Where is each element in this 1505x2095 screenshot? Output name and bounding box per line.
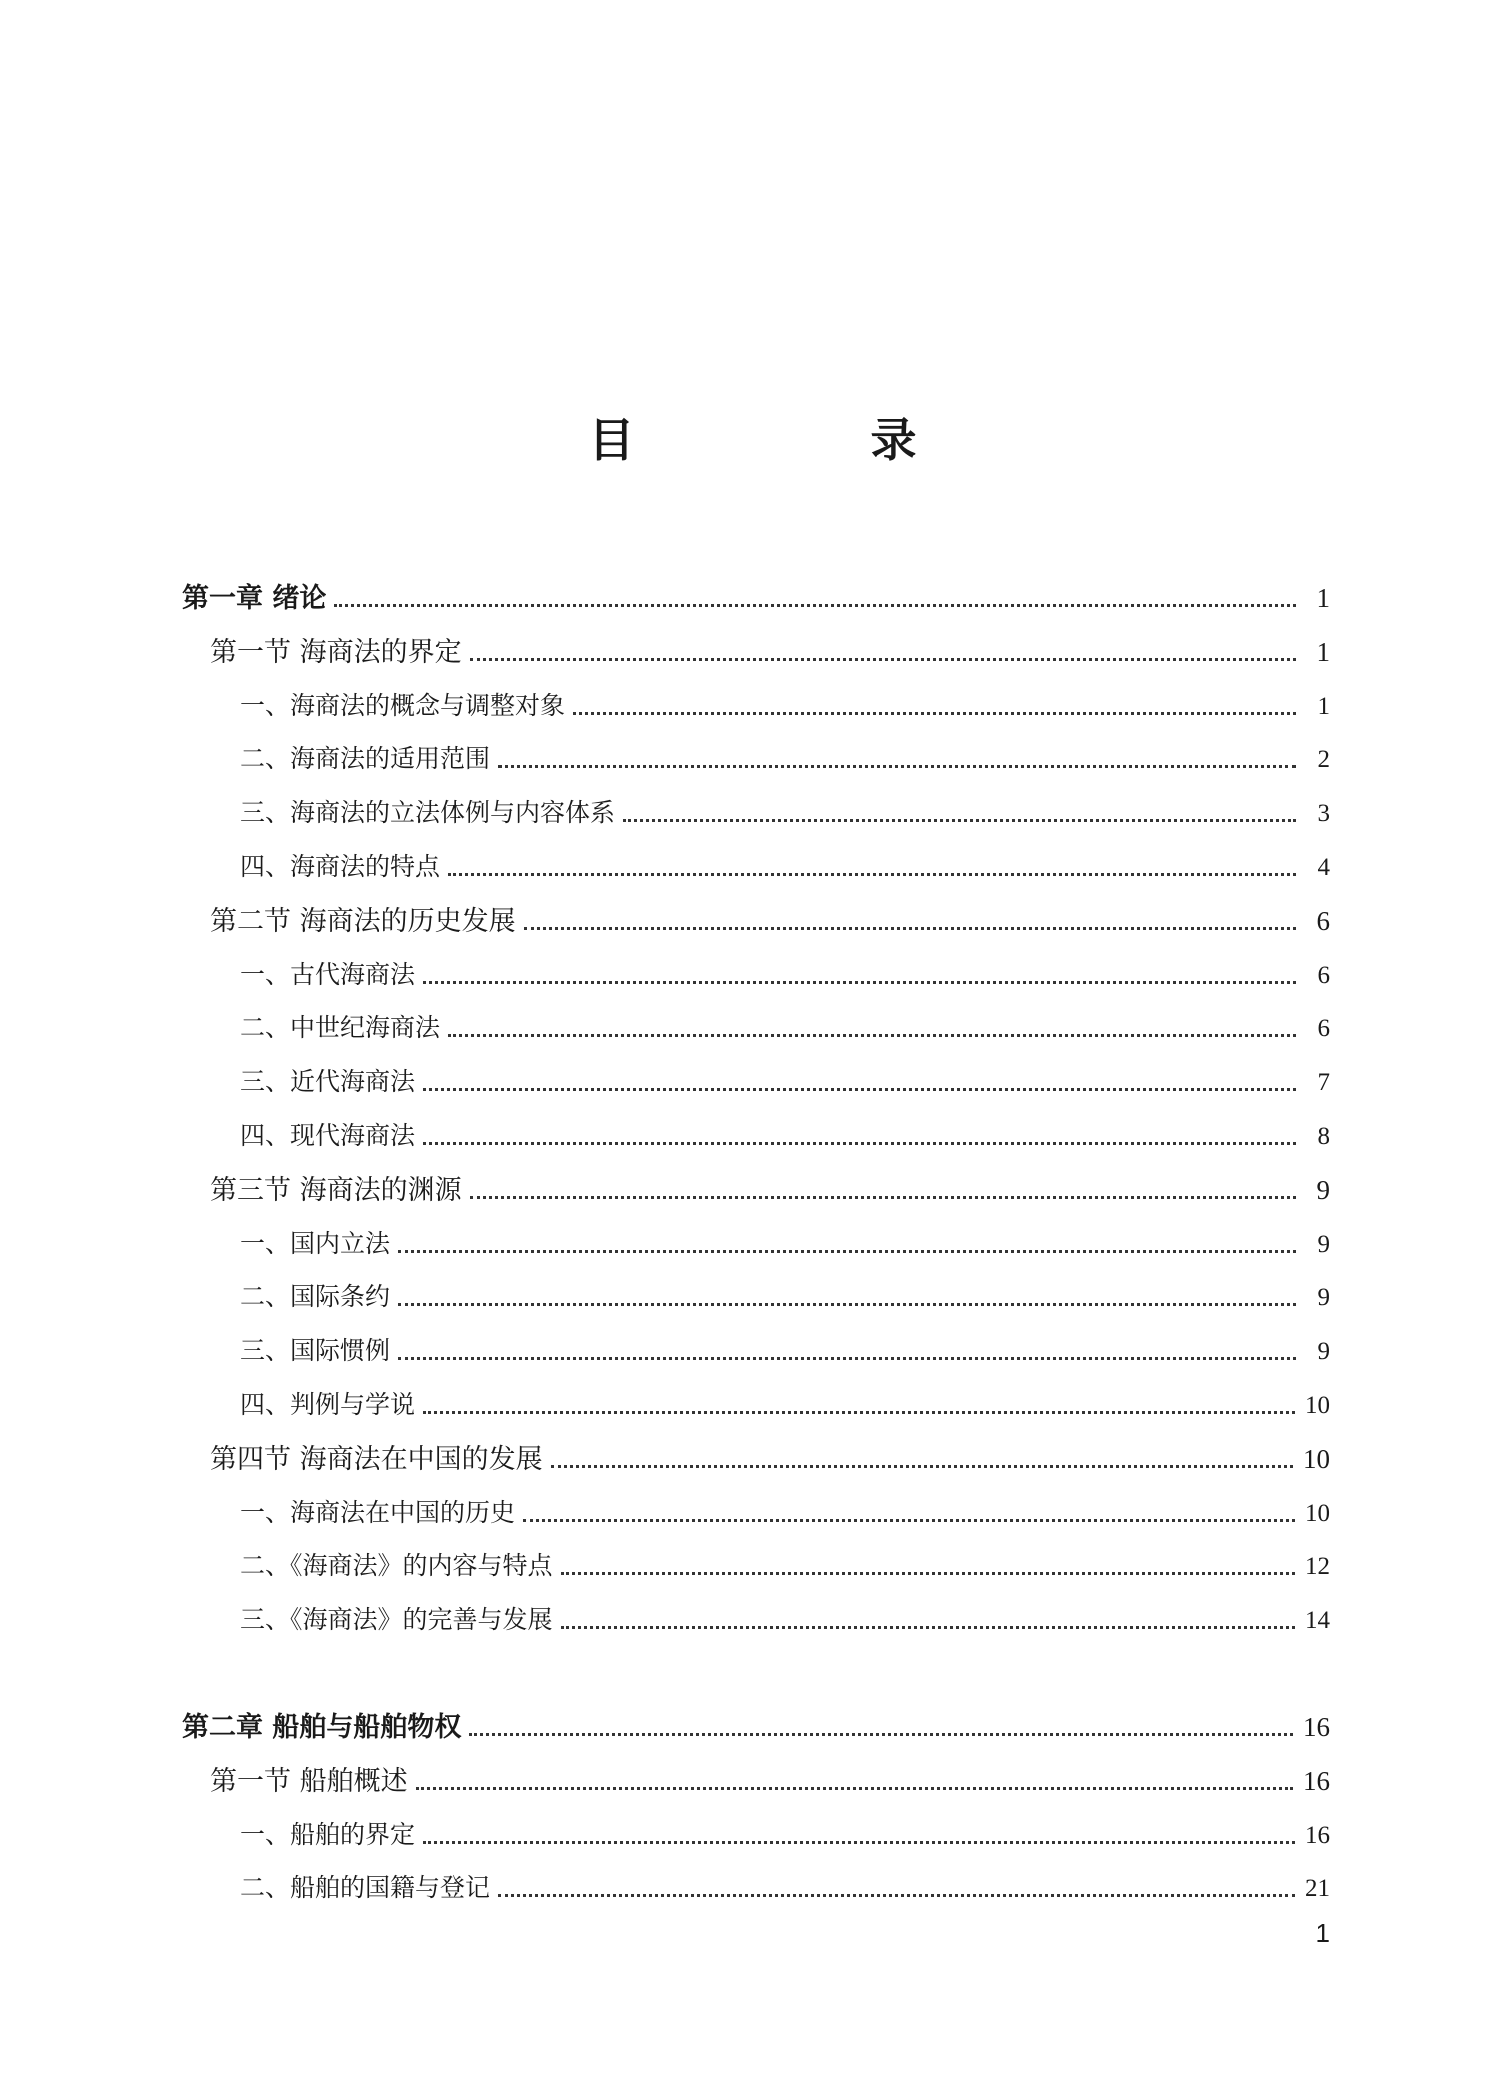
toc-entry-label: 四、海商法的特点: [240, 852, 441, 881]
toc-entry-page-number: 16: [1303, 1765, 1330, 1796]
toc-entry-item[interactable]: [240, 847, 1330, 887]
toc-entry-label: 三、海商法的立法体例与内容体系: [240, 798, 616, 828]
toc-entry-item[interactable]: [240, 1116, 1330, 1156]
toc-entry-page-number: 9: [1316, 1174, 1330, 1205]
toc-entry-page-number: 14: [1305, 1607, 1330, 1635]
toc-entry-label: 四、判例与学说: [240, 1390, 416, 1419]
page-title: 目 录: [588, 413, 1027, 467]
dot-leader: [398, 1356, 1296, 1360]
toc-entry-label: 二、中世纪海商法: [240, 1013, 441, 1043]
dot-leader: [498, 764, 1296, 768]
toc-entry-label: 二、船舶的国籍与登记: [240, 1873, 491, 1903]
dot-leader: [551, 1464, 1293, 1468]
toc-entry-page-number: 10: [1305, 1499, 1330, 1527]
toc-entry-label: 一、船舶的界定: [240, 1819, 416, 1849]
dot-leader: [470, 657, 1296, 661]
dot-leader: [334, 603, 1296, 607]
toc-entry-section[interactable]: [210, 1439, 1330, 1479]
toc-entry-label: 二、海商法的适用范围: [240, 744, 491, 774]
toc-entry-item[interactable]: [240, 793, 1330, 833]
toc-entry-label: 第一节 船舶概述: [210, 1765, 408, 1797]
page-number: 1: [1315, 1918, 1330, 1948]
toc-entry-page-number: 6: [1317, 1015, 1330, 1043]
toc-entry-page-number: 3: [1317, 800, 1330, 828]
toc-entry-label: 第一章 绪论: [182, 583, 327, 614]
toc-entry-page-number: 9: [1317, 1230, 1330, 1258]
dot-leader: [448, 872, 1296, 876]
toc-entry-section[interactable]: [210, 1170, 1330, 1210]
toc-entry-item[interactable]: [240, 1546, 1330, 1586]
toc-entry-label: 四、现代海商法: [240, 1121, 416, 1150]
dot-leader: [423, 1410, 1295, 1414]
dot-leader: [561, 1625, 1295, 1629]
dot-leader: [398, 1302, 1296, 1306]
toc-entry-item[interactable]: [240, 686, 1330, 726]
toc-entry-item[interactable]: [240, 955, 1330, 995]
toc-entry-page-number: 6: [1317, 961, 1330, 989]
toc-entry-item[interactable]: [240, 1062, 1330, 1102]
dot-leader: [416, 1786, 1293, 1790]
toc-entry-item[interactable]: [240, 739, 1330, 779]
toc-entry-page-number: 2: [1317, 746, 1330, 774]
dot-leader: [561, 1571, 1295, 1575]
toc-entry-item[interactable]: [240, 1008, 1330, 1048]
toc-entry-label: 一、海商法的概念与调整对象: [240, 690, 566, 720]
toc-entry-page-number: 1: [1316, 583, 1330, 613]
toc-entry-item[interactable]: [240, 1331, 1330, 1371]
toc-entry-page-number: 8: [1317, 1123, 1330, 1150]
toc-entry-page-number: 1: [1316, 636, 1330, 667]
dot-leader: [524, 926, 1296, 930]
toc-entry-label: 第二章 船舶与船舶物权: [182, 1712, 462, 1743]
toc-entry-page-number: 10: [1303, 1443, 1330, 1474]
toc-entry-section[interactable]: [210, 1761, 1330, 1801]
toc-entry-label: 第三节 海商法的渊源: [210, 1174, 462, 1206]
dot-leader: [423, 980, 1296, 984]
toc-entry-section[interactable]: [210, 901, 1330, 941]
toc-entry-section[interactable]: [210, 632, 1330, 672]
toc-entry-item[interactable]: [240, 1600, 1330, 1640]
toc-entry-label: 第四节 海商法在中国的发展: [210, 1443, 543, 1475]
toc-entry-chapter[interactable]: [182, 1707, 1330, 1747]
dot-leader: [423, 1087, 1296, 1091]
toc-entry-item[interactable]: [240, 1815, 1330, 1855]
dot-leader: [623, 818, 1296, 822]
toc-entry-item[interactable]: [240, 1277, 1330, 1317]
toc-entry-page-number: 12: [1305, 1553, 1330, 1581]
dot-leader: [523, 1518, 1295, 1522]
toc-entry-page-number: 21: [1305, 1875, 1330, 1903]
toc-entry-label: 三、《海商法》的完善与发展: [240, 1605, 553, 1635]
toc-entry-label: 第一节 海商法的界定: [210, 636, 462, 668]
toc-entry-item[interactable]: [240, 1868, 1330, 1908]
dot-leader: [448, 1033, 1296, 1037]
toc-entry-chapter[interactable]: [182, 578, 1330, 618]
toc-entry-label: 二、《海商法》的内容与特点: [240, 1551, 553, 1581]
toc-entry-page-number: 7: [1317, 1069, 1330, 1097]
toc-entry-label: 一、古代海商法: [240, 959, 416, 989]
toc-entry-label: 三、国际惯例: [240, 1336, 391, 1366]
dot-leader: [398, 1249, 1296, 1253]
dot-leader: [498, 1893, 1295, 1897]
dot-leader: [573, 711, 1296, 715]
toc-entry-page-number: 16: [1305, 1821, 1330, 1849]
toc-entry-item[interactable]: [240, 1385, 1330, 1425]
toc-entry-item[interactable]: [240, 1493, 1330, 1533]
toc-entry-label: 三、近代海商法: [240, 1067, 416, 1097]
dot-leader: [469, 1732, 1293, 1736]
dot-leader: [423, 1840, 1295, 1844]
toc-entry-label: 二、国际条约: [240, 1282, 391, 1312]
toc-entry-page-number: 6: [1316, 905, 1330, 936]
toc-entry-label: 第二节 海商法的历史发展: [210, 905, 516, 937]
toc-entry-page-number: 4: [1317, 854, 1330, 881]
toc-entry-label: 一、国内立法: [240, 1228, 391, 1258]
toc-entry-label: 一、海商法在中国的历史: [240, 1497, 516, 1527]
toc-entry-page-number: 16: [1303, 1712, 1330, 1742]
toc-entry-item[interactable]: [240, 1224, 1330, 1264]
toc-entry-page-number: 9: [1317, 1338, 1330, 1366]
toc-entry-page-number: 9: [1317, 1284, 1330, 1312]
toc-entry-page-number: 1: [1317, 692, 1330, 720]
dot-leader: [470, 1195, 1296, 1199]
dot-leader: [423, 1141, 1296, 1145]
toc-entry-page-number: 10: [1305, 1392, 1330, 1419]
